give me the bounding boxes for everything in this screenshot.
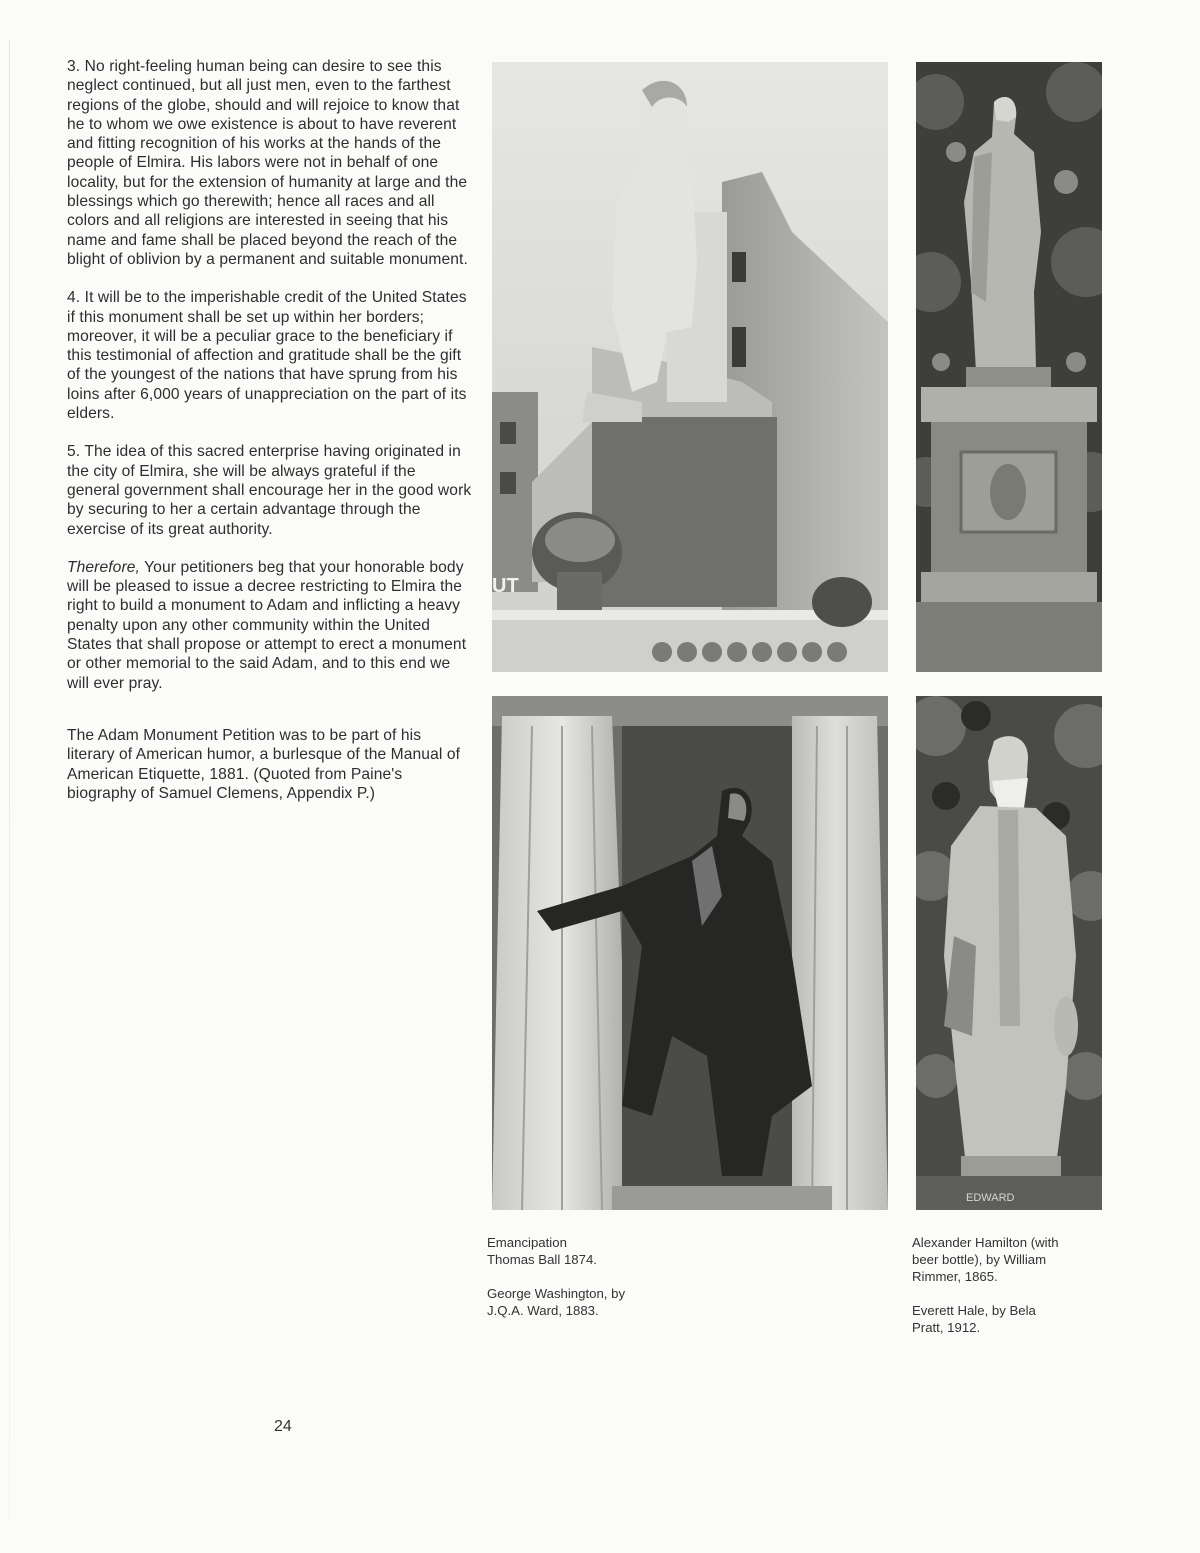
pedestal-inscription: EDWARD [966, 1192, 1015, 1204]
petition-text-column [67, 57, 472, 822]
washington-statue-photo [492, 696, 888, 1210]
closing-note: The Adam Monument Petition was to be part of his literary of American humor, a burlesque of the Manual of American Etiquette, 1881. (Quoted from Paine's biography of Samuel Clemens, Appendix P.) [67, 726, 461, 802]
caption-left [487, 1234, 707, 1319]
caption-hamilton-line1: Alexander Hamilton (with [912, 1235, 1059, 1250]
hamilton-statue-photo [916, 62, 1102, 672]
caption-hale-line2: Pratt, 1912. [912, 1320, 981, 1335]
paragraph-3: 3. No right-feeling human being can desire to see this neglect continued, but all just men, even to the farthest regions of the globe, should and will rejoice to know that he to whom we owe existence is about to have reverent and fitting recognition of his works at the hands of the people of Elmira. His labors were not in behalf of one locality, but for the extension of humanity at large and the blessings which go therewith; hence all races and all colors and all religions are interested in seeing that his name and fame shall be placed beyond the reach of the blight of oblivion by a permanent and suitable monument. [67, 58, 468, 268]
paragraph-5: 5. The idea of this sacred enterprise having originated in the city of Elmira, she will be always grateful if the general government shall encourage her in the good work by securing to her a certain advantage through the exercise of its great authority. [67, 443, 472, 538]
caption-emancipation-title: Emancipation [487, 1235, 567, 1250]
sign-fragment: UT [492, 575, 519, 597]
caption-washington-line2: J.Q.A. Ward, 1883. [487, 1303, 599, 1318]
therefore-paragraph [67, 558, 472, 693]
caption-emancipation-credit: Thomas Ball 1874. [487, 1252, 597, 1267]
therefore-lead: Therefore, [67, 558, 140, 576]
paragraph-4: 4. It will be to the imperishable credit of the United States if this monument shall be set up within her borders; moreover, it will be a peculiar grace to the beneficiary if this testimonial of affection and gratitude shall be the gift of the youngest of the nations that have sprung from his loins after 6,000 years of unappreciation on the part of its elders. [67, 289, 467, 423]
therefore-rest: Your petitioners beg that your honorable body will be pleased to issue a decree restricting to Elmira the right to build a monument to Adam and inflicting a heavy penalty upon any other community within the United States that shall propose or attempt to erect a monument or other memorial to the said Adam, and to this end we will ever pray. [67, 558, 467, 692]
caption-washington-line1: George Washington, by [487, 1286, 626, 1301]
page-margin-line [9, 40, 10, 1520]
caption-hamilton-line2: beer bottle), by William [912, 1252, 1047, 1267]
caption-hale-line1: Everett Hale, by Bela [912, 1303, 1036, 1318]
caption-hamilton-line3: Rimmer, 1865. [912, 1269, 998, 1284]
caption-right [912, 1234, 1112, 1336]
hale-statue-photo [916, 696, 1102, 1210]
page-number: 24 [274, 1418, 292, 1435]
emancipation-statue-photo [492, 62, 888, 672]
